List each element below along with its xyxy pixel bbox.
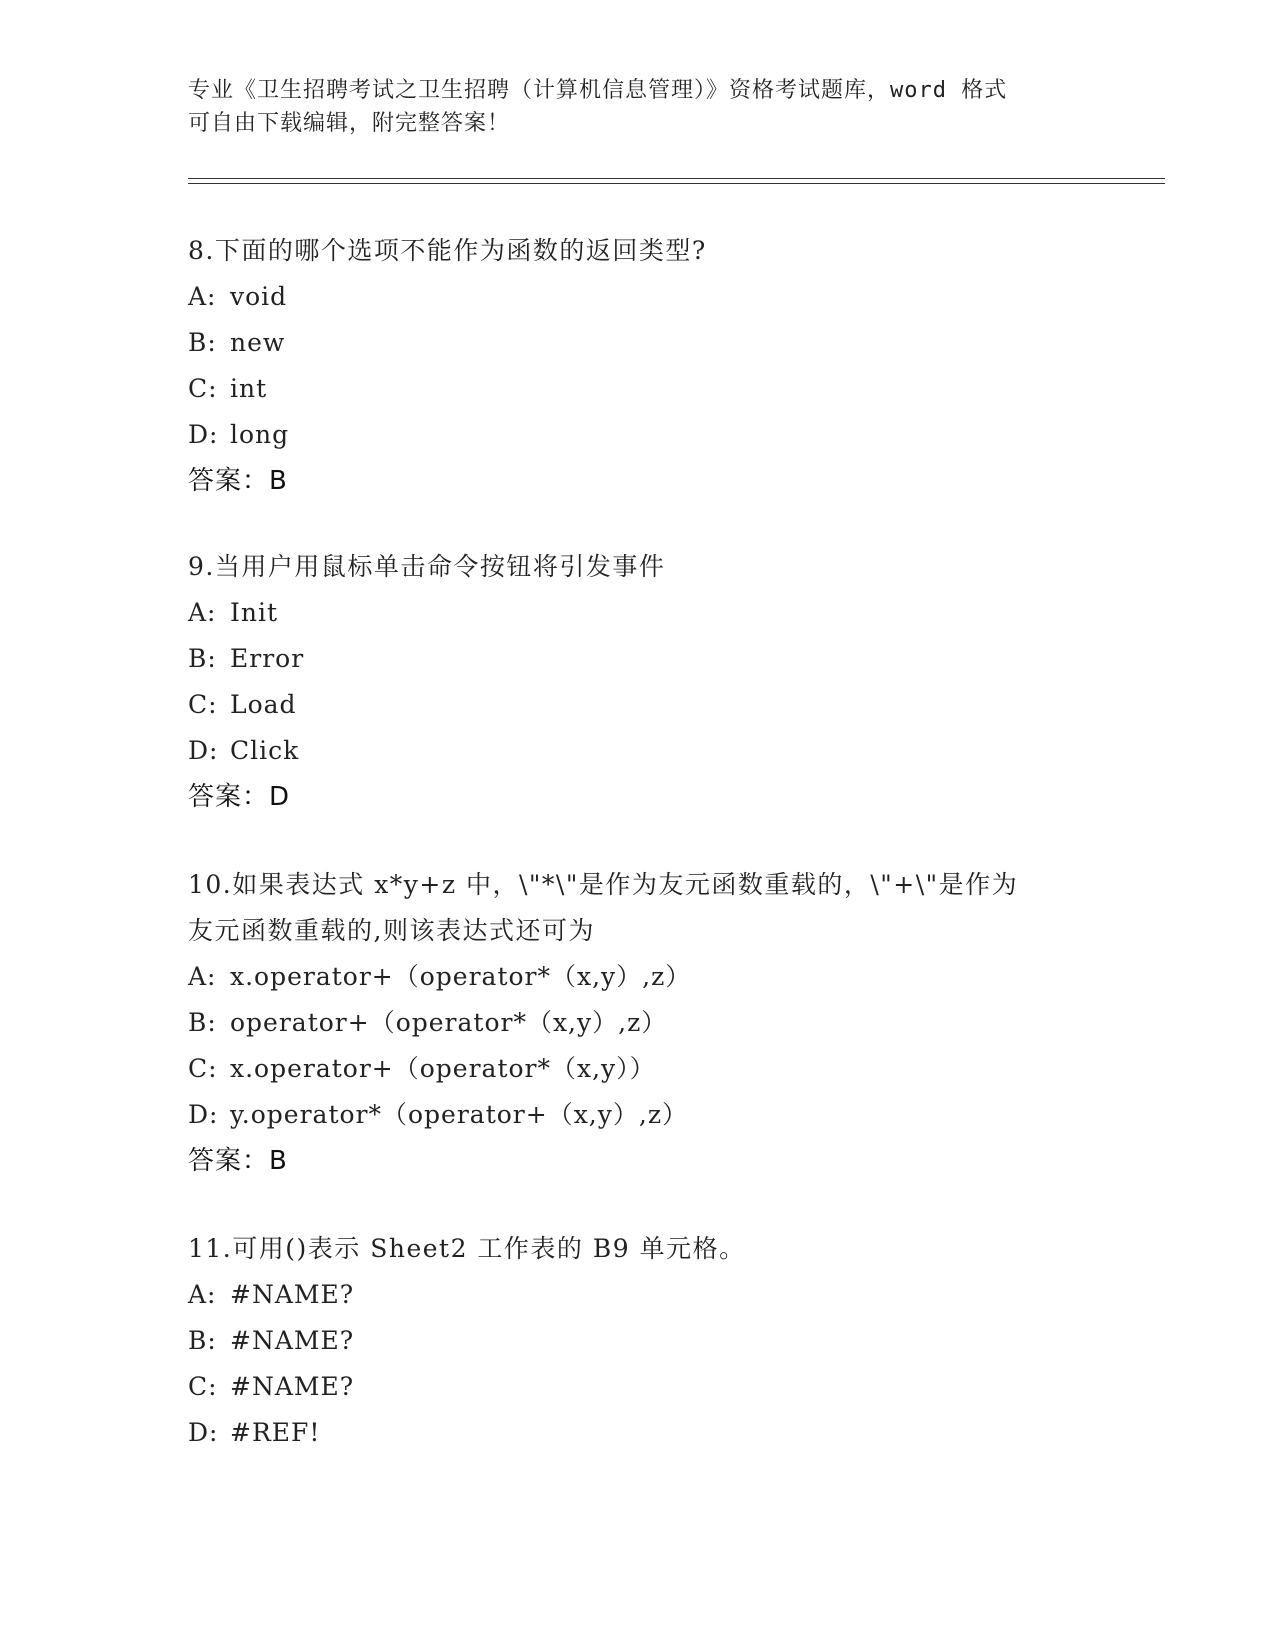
option-b — [188, 636, 1088, 682]
option-text: Error — [230, 644, 305, 673]
option-b — [188, 1000, 1088, 1046]
option-text: Load — [230, 690, 297, 719]
question-11 — [188, 1226, 1088, 1456]
option-d — [188, 1410, 1088, 1456]
option-a — [188, 1272, 1088, 1318]
option-a — [188, 274, 1088, 320]
option-text: operator+（operator*（x,y）,z） — [230, 1008, 668, 1037]
option-letter: D: — [188, 420, 219, 449]
question-9 — [188, 544, 1088, 820]
header-line-1: 专业《卫生招聘考试之卫生招聘（计算机信息管理）》资格考试题库，word 格式 — [188, 78, 1008, 103]
document-header — [188, 74, 1088, 140]
option-letter: A: — [188, 598, 217, 627]
option-letter: B: — [188, 644, 217, 673]
option-letter: A: — [188, 282, 217, 311]
answer-line: 答案：D — [188, 782, 291, 812]
option-a — [188, 590, 1088, 636]
header-divider-top — [188, 178, 1165, 179]
option-letter: D: — [188, 1418, 219, 1447]
option-letter: C: — [188, 374, 218, 403]
answer-line: 答案：B — [188, 466, 288, 496]
question-title: 10.如果表达式 x*y+z 中，\"*\"是作为友元函数重载的，\"+\"是作为 — [188, 870, 1019, 899]
option-b — [188, 1318, 1088, 1364]
answer-line: 答案：B — [188, 1146, 288, 1176]
option-letter: A: — [188, 1280, 217, 1309]
option-letter: D: — [188, 736, 219, 765]
option-letter: B: — [188, 328, 217, 357]
option-text: #NAME? — [230, 1372, 355, 1401]
option-text: new — [230, 328, 286, 357]
question-title: 9.当用户用鼠标单击命令按钮将引发事件 — [188, 552, 666, 581]
option-text: void — [230, 282, 288, 311]
option-text: #REF! — [230, 1418, 321, 1447]
option-text: #NAME? — [230, 1326, 355, 1355]
question-title: 8.下面的哪个选项不能作为函数的返回类型? — [188, 236, 707, 265]
header-line-2: 可自由下载编辑，附完整答案！ — [188, 111, 511, 136]
option-letter: B: — [188, 1008, 217, 1037]
option-text: x.operator+（operator*（x,y）,z） — [230, 962, 692, 991]
option-d — [188, 728, 1088, 774]
option-text: #NAME? — [230, 1280, 355, 1309]
option-text: x.operator+（operator*（x,y）） — [230, 1054, 656, 1083]
option-text: Init — [230, 598, 279, 627]
option-d — [188, 1092, 1088, 1138]
option-letter: D: — [188, 1100, 219, 1129]
option-text: Click — [230, 736, 300, 765]
option-text: long — [230, 420, 290, 449]
option-letter: C: — [188, 690, 218, 719]
option-letter: C: — [188, 1054, 218, 1083]
option-letter: C: — [188, 1372, 218, 1401]
question-title-continued: 友元函数重载的,则该表达式还可为 — [188, 916, 595, 945]
question-8 — [188, 228, 1088, 504]
option-c — [188, 682, 1088, 728]
option-text: y.operator*（operator+（x,y）,z） — [230, 1100, 688, 1129]
option-letter: B: — [188, 1326, 217, 1355]
option-c — [188, 366, 1088, 412]
option-text: int — [230, 374, 268, 403]
option-a — [188, 954, 1088, 1000]
option-c — [188, 1364, 1088, 1410]
option-d — [188, 412, 1088, 458]
question-10 — [188, 862, 1088, 1184]
header-divider-bottom — [188, 183, 1165, 184]
option-letter: A: — [188, 962, 217, 991]
question-title: 11.可用()表示 Sheet2 工作表的 B9 单元格。 — [188, 1234, 746, 1263]
option-b — [188, 320, 1088, 366]
option-c — [188, 1046, 1088, 1092]
